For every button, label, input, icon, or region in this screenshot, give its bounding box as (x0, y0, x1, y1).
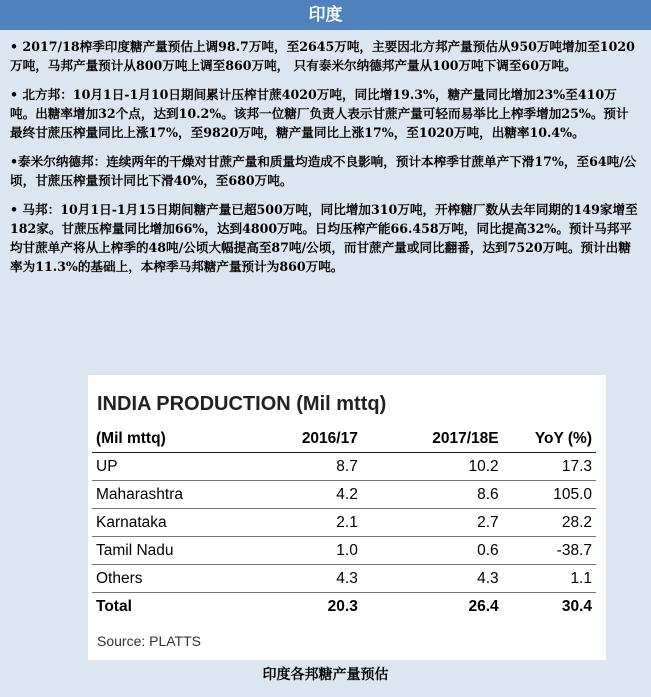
header-unit: (Mil mttq) (92, 425, 243, 453)
header-2016-17: 2016/17 (243, 425, 372, 453)
production-table-figure (88, 375, 606, 660)
state-name: Maharashtra (92, 481, 243, 509)
header-yoy: YoY (%) (513, 425, 596, 453)
figure-caption: 印度各邦糖产量预估 (262, 667, 389, 683)
table-row (92, 481, 596, 509)
state-name: Others (92, 565, 243, 593)
value-2016-17: 4.2 (243, 481, 372, 509)
header-2017-18e: 2017/18E (372, 425, 513, 453)
section-title: 印度 (308, 5, 343, 25)
state-name: Karnataka (92, 509, 243, 537)
value-yoy: 17.3 (513, 453, 596, 481)
paragraph-tamil-nadu: •泰米尔纳德邦：连续两年的干燥对甘蔗产量和质量均造成不良影响，预计本榨季甘蔗单产下滑17%，至64吨/公顷，甘蔗压榨量预计同比下滑40%，至680万吨。 (10, 154, 637, 188)
value-2017-18e: 8.6 (372, 481, 513, 509)
production-table (92, 425, 596, 620)
state-name: Tamil Nadu (92, 537, 243, 565)
value-2016-17: 1.0 (243, 537, 372, 565)
value-2017-18e: 2.7 (372, 509, 513, 537)
value-2017-18e: 4.3 (372, 565, 513, 593)
total-2016-17: 20.3 (243, 593, 372, 621)
value-yoy: 28.2 (513, 509, 596, 537)
total-label: Total (92, 593, 243, 621)
table-row (92, 509, 596, 537)
value-2016-17: 2.1 (243, 509, 372, 537)
paragraph-maharashtra: • 马邦：10月1日-1月15日期间糖产量已超500万吨，同比增加310万吨，开榨糖厂数从去年同期的149家增至182家。甘蔗压榨量同比增加66%，达到4800万吨。日均压榨产能66.458万吨，同比提高32%。预计马邦平均甘蔗单产将从上榨季的48吨/公顷大幅提高至87吨/公顷，而甘蔗产量或同比翻番，达到7520万吨。预计出糖率为11.3%的基础上，本榨季马邦糖产量预计为860万吨。 (10, 202, 638, 274)
table-row (92, 537, 596, 565)
value-yoy: -38.7 (513, 537, 596, 565)
table-source: Source: PLATTS (97, 633, 202, 649)
total-yoy: 30.4 (513, 593, 596, 621)
paragraph-uttar-pradesh: • 北方邦：10月1日-1月10日期间累计压榨甘蔗4020万吨，同比增19.3%，糖产量同比增加23%至410万吨。出糖率增加32个点，达到10.2%。该邦一位糖厂负责人表示甘蔗产量可轻而易举比上榨季增加25%。预计最终甘蔗压榨量同比上涨17%，至9820万吨，糖产量同比上涨17%，至1020万吨，出糖率10.4%。 (10, 87, 629, 140)
state-name: UP (92, 453, 243, 481)
table-title: INDIA PRODUCTION (Mil mttq) (97, 393, 387, 415)
table-header-row (92, 425, 596, 453)
paragraph-overview: • 2017/18榨季印度糖产量预估上调98.7万吨，至2645万吨，主要因北方邦产量预估从950万吨增加至1020万吨，马邦产量预计从800万吨上调至860万吨， 只有泰米尔纳德邦产量从100万吨下调至60万吨。 (10, 39, 635, 73)
value-2017-18e: 10.2 (372, 453, 513, 481)
value-2016-17: 8.7 (243, 453, 372, 481)
value-2017-18e: 0.6 (372, 537, 513, 565)
value-yoy: 1.1 (513, 565, 596, 593)
table-row (92, 453, 596, 481)
total-2017-18e: 26.4 (372, 593, 513, 621)
table-total-row (92, 593, 596, 621)
table-row (92, 565, 596, 593)
section-header (0, 0, 651, 30)
value-2016-17: 4.3 (243, 565, 372, 593)
article-body (10, 37, 640, 286)
value-yoy: 105.0 (513, 481, 596, 509)
